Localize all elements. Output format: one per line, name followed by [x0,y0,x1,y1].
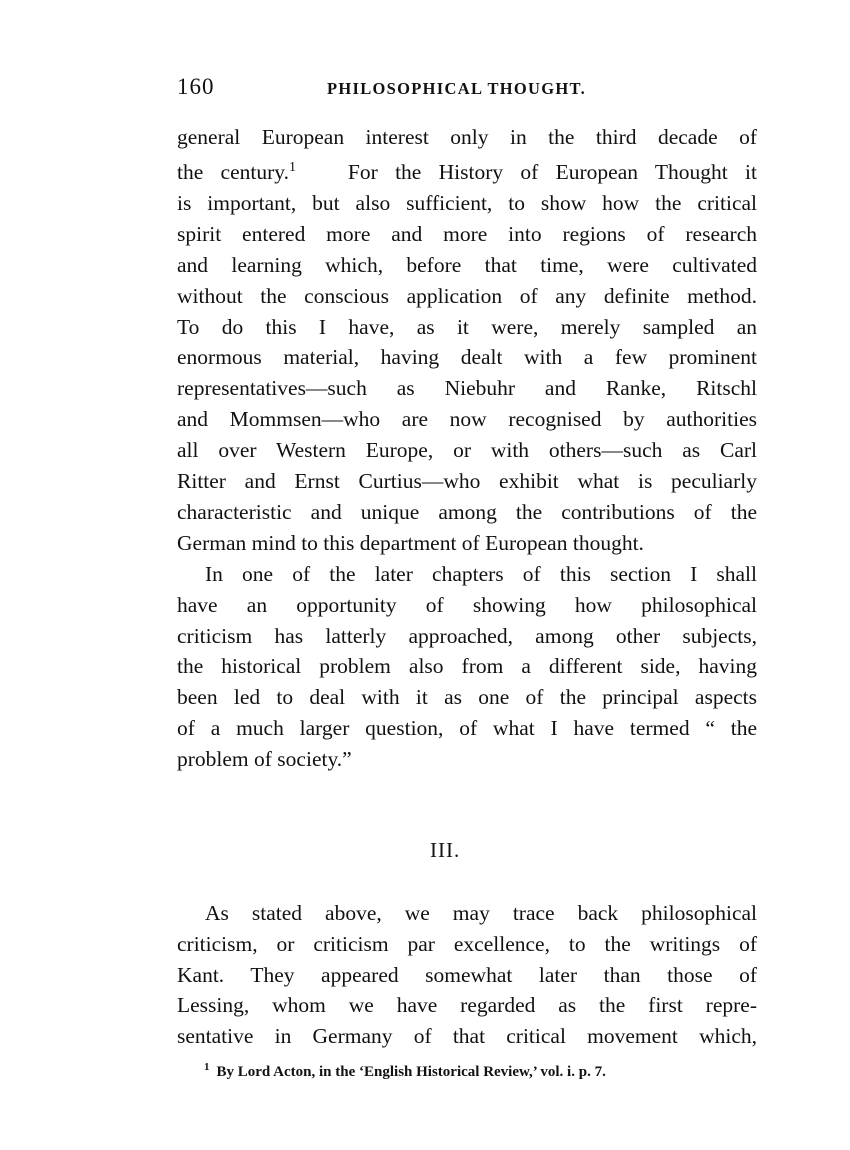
text-line: spirit entered more and more into regions of research [177,222,757,246]
footnote-text: By Lord Acton, in the ‘English Historical Review,’ vol. i. p. 7. [216,1064,606,1080]
text-line: without the conscious application of any definite method. [177,284,757,308]
text-line: Lessing, whom we have regarded as the first repre- [177,993,757,1017]
footnote-mark: 1 [204,1061,210,1073]
text-line: German mind to this department of European thought. [177,531,644,555]
text-line: Kant. They appeared somewhat later than those of [177,963,757,987]
text-line: of a much larger question, of what I have termed “ the [177,716,757,740]
text-line: criticism, or criticism par excellence, to the writings of [177,932,757,956]
page-number: 160 [177,74,215,99]
text-line: problem of society.” [177,747,352,771]
text-line: been led to deal with it as one of the principal aspects [177,685,757,709]
footnote [204,1061,606,1081]
running-head [177,74,757,104]
section-heading: III. [430,838,461,862]
text-line: To do this I have, as it were, merely sampled an [177,315,757,339]
text-line: representatives—such as Niebuhr and Ranke, Ritschl [177,376,757,400]
text-line [177,158,757,186]
text-line: all over Western Europe, or with others—such as Carl [177,438,757,462]
text-line: the historical problem also from a different side, having [177,654,757,678]
text-line: Ritter and Ernst Curtius—who exhibit what is peculiarly [177,469,757,493]
text-line: general European interest only in the third decade of [177,125,757,149]
text-fragment: For the History of European Thought it [347,160,758,184]
running-title: PHILOSOPHICAL THOUGHT. [327,79,587,98]
text-line: have an opportunity of showing how philosophical [177,593,757,617]
text-line: and learning which, before that time, were cultivated [177,253,757,277]
text-line: and Mommsen—who are now recognised by authorities [177,407,757,431]
text-line: is important, but also sufficient, to show how the critical [177,191,757,215]
text-fragment: the century. [177,160,290,184]
text-line: sentative in Germany of that critical movement which, [177,1024,757,1048]
text-line: characteristic and unique among the contributions of the [177,500,757,524]
text-line: enormous material, having dealt with a few prominent [177,345,757,369]
text-line: As stated above, we may trace back philosophical [205,901,757,925]
footnote-reference: 1 [289,160,297,175]
text-line: In one of the later chapters of this section I shall [205,562,757,586]
text-line: criticism has latterly approached, among other subjects, [177,624,757,648]
